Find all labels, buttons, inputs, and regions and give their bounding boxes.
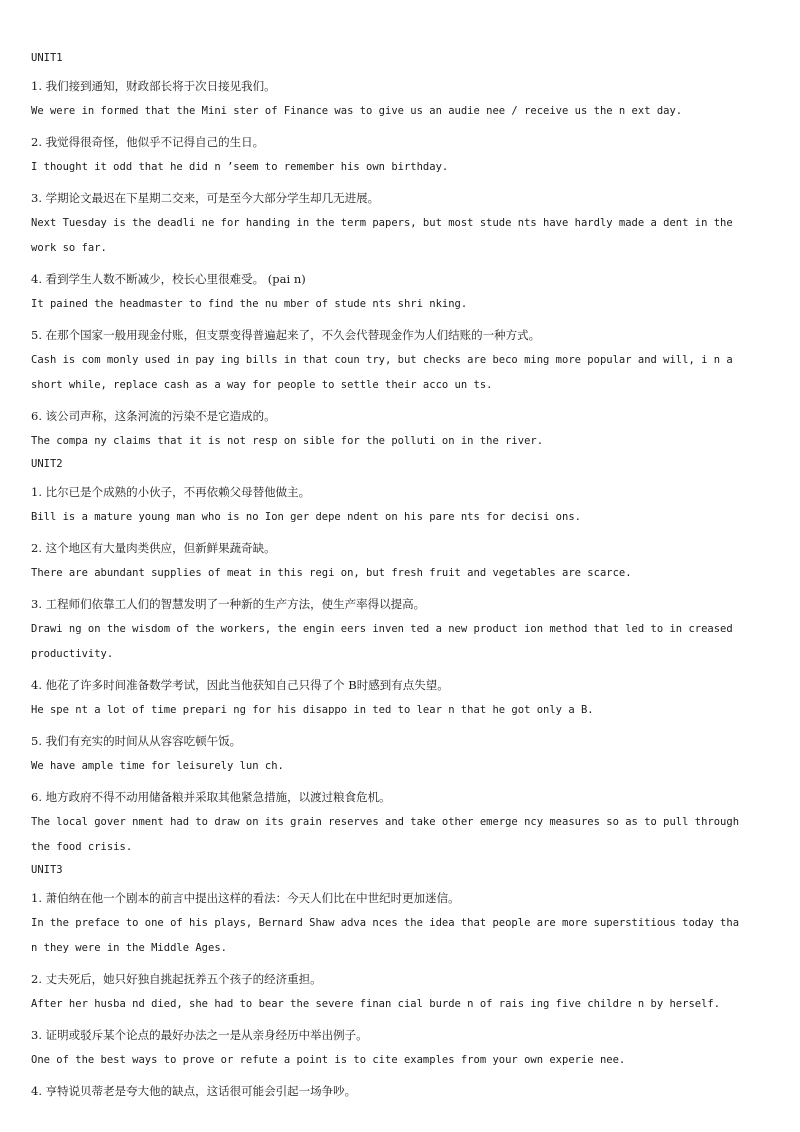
english-translation: Cash is com monly used in pay ing bills in that coun try, but checks are beco ming more popular and will, i n a short while, replace cash as a way for people to settle their acco un ts. (31, 354, 733, 391)
chinese-sentence: 2. 我觉得很奇怪，他似乎不记得自己的生日。 (31, 135, 265, 149)
chinese-sentence: 6. 地方政府不得不动用储备粮并采取其他紧急措施，以渡过粮食危机。 (31, 790, 391, 804)
chinese-sentence: 3. 证明或驳斥某个论点的最好办法之一是从亲身经历中举出例子。 (31, 1028, 368, 1042)
unit-section (31, 860, 750, 1101)
chinese-sentence: 2. 这个地区有大量肉类供应，但新鲜果蔬奇缺。 (31, 541, 276, 555)
english-translation: Bill is a mature young man who is no Ion ger depe ndent on his pare nts for decisi ons. (31, 511, 581, 523)
chinese-sentence: 1. 我们接到通知，财政部长将于次日接见我们。 (31, 79, 276, 93)
chinese-sentence: 4. 亨特说贝蒂老是夸大他的缺点，这话很可能会引起一场争吵。 (31, 1084, 357, 1098)
chinese-sentence: 1. 萧伯纳在他一个剧本的前言中提出这样的看法：今天人们比在中世纪时更加迷信。 (31, 891, 460, 905)
english-translation: There are abundant supplies of meat in this regi on, but fresh fruit and vegetables are scarce. (31, 567, 632, 579)
unit-heading: UNIT2 (31, 458, 63, 470)
sentence-pair (31, 188, 750, 261)
english-translation: We were in formed that the Mini ster of Finance was to give us an audie nee / receive us the n ext day. (31, 105, 683, 117)
unit-section (31, 454, 750, 860)
english-translation: He spe nt a lot of time prepari ng for his disappo in ted to lear n that he got only a B. (31, 704, 594, 716)
english-translation: One of the best ways to prove or refute a point is to cite examples from your own experie nee. (31, 1054, 626, 1066)
chinese-sentence: 4. 看到学生人数不断减少，校长心里很难受。 (pai n) (31, 272, 306, 286)
sentence-pair (31, 482, 750, 530)
sentence-pair (31, 325, 750, 398)
chinese-sentence: 6. 该公司声称，这条河流的污染不是它造成的。 (31, 409, 276, 423)
chinese-sentence: 1. 比尔已是个成熟的小伙子，不再依赖父母替他做主。 (31, 485, 311, 499)
chinese-sentence: 5. 我们有充实的时间从从容容吃顿午饭。 (31, 734, 242, 748)
sentence-pair (31, 406, 750, 454)
sentence-pair (31, 76, 750, 124)
sentence-pair (31, 1025, 750, 1073)
english-translation: Drawi ng on the wisdom of the workers, the engin eers inven ted a new product ion method that led to in creased productivity. (31, 623, 733, 660)
english-translation: The compa ny claims that it is not resp on sible for the polluti on in the river. (31, 435, 544, 447)
english-translation: We have ample time for leisurely lun ch. (31, 760, 284, 772)
english-translation: In the preface to one of his plays, Bernard Shaw adva nces the idea that people are more superstitious today tha n they were in the Middle Ages. (31, 917, 740, 954)
english-translation: The local gover nment had to draw on its grain reserves and take other emerge ncy measures so as to pull through the food crisis. (31, 816, 740, 853)
sentence-pair (31, 969, 750, 1017)
sentence-pair (31, 1081, 750, 1101)
unit-section (31, 48, 750, 454)
unit-heading: UNIT3 (31, 864, 63, 876)
english-translation: I thought it odd that he did n ’seem to remember his own birthday. (31, 161, 449, 173)
sentence-pair (31, 731, 750, 779)
english-translation: After her husba nd died, she had to bear the severe finan cial burde n of rais ing five childre n by herself. (31, 998, 721, 1010)
chinese-sentence: 2. 丈夫死后，她只好独自挑起抚养五个孩子的经济重担。 (31, 972, 322, 986)
sentence-pair (31, 594, 750, 667)
chinese-sentence: 3. 工程师们依靠工人们的智慧发明了一种新的生产方法，使生产率得以提高。 (31, 597, 426, 611)
unit-heading: UNIT1 (31, 52, 63, 64)
chinese-sentence: 3. 学期论文最迟在下星期二交来，可是至今大部分学生却几无进展。 (31, 191, 380, 205)
sentence-pair (31, 538, 750, 586)
chinese-sentence: 5. 在那个国家一般用现金付账，但支票变得普遍起来了，不久会代替现金作为人们结账的一种方式。 (31, 328, 541, 342)
sentence-pair (31, 787, 750, 860)
english-translation: Next Tuesday is the deadli ne for handing in the term papers, but most stude nts have hardly made a dent in the work so far. (31, 217, 733, 254)
sentence-pair (31, 888, 750, 961)
sentence-pair (31, 675, 750, 723)
english-translation: It pained the headmaster to find the nu mber of stude nts shri nking. (31, 298, 468, 310)
sentence-pair (31, 269, 750, 317)
sentence-pair (31, 132, 750, 180)
chinese-sentence: 4. 他花了许多时间准备数学考试，因此当他获知自己只得了个 B时感到有点失望。 (31, 678, 449, 692)
